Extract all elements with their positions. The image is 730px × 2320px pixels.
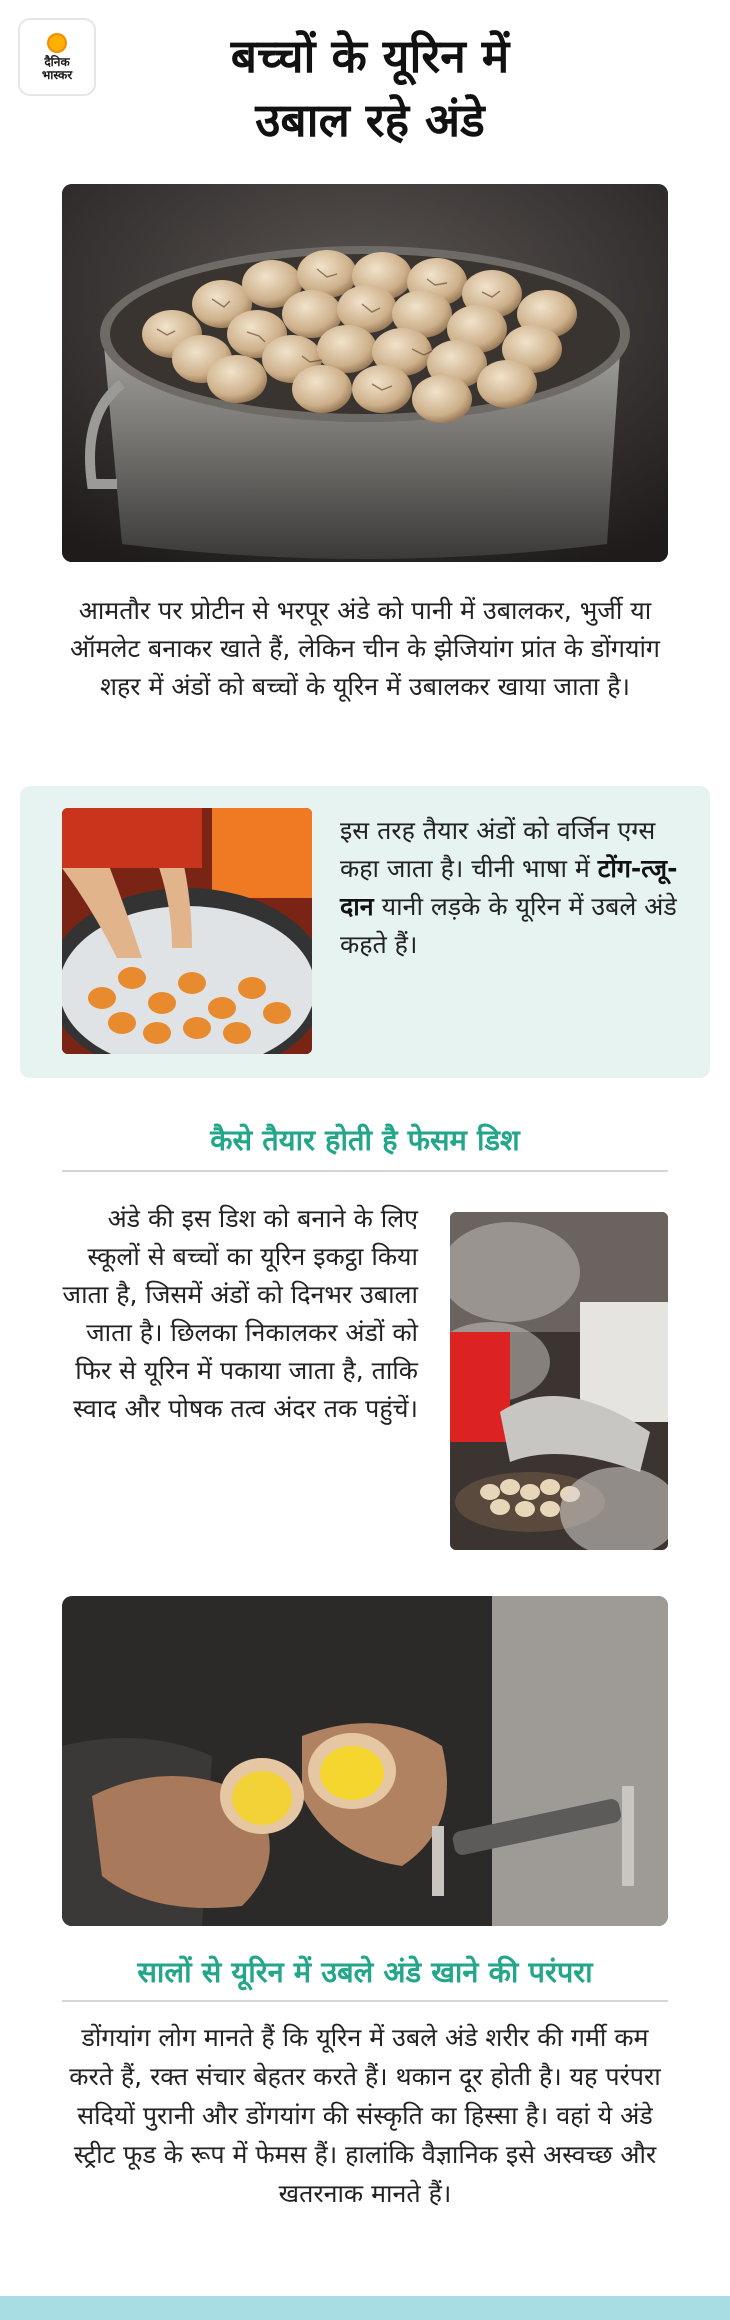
section1-divider: [62, 1170, 668, 1172]
footer-bar: [0, 2296, 730, 2320]
callout-text-start: इस तरह तैयार अंडों को वर्जिन एग्स कहा जाता है। चीनी भाषा में: [340, 816, 656, 883]
hands-egg-illustration: [62, 1596, 668, 1926]
eggs-bowl-illustration: [62, 808, 312, 1054]
steaming-pot-photo: [450, 1212, 668, 1550]
callout-text: [340, 812, 685, 964]
section1-heading: कैसे तैयार होती है फेसम डिश: [210, 1123, 520, 1157]
section2-divider: [62, 2000, 668, 2002]
page-title: बच्चों के यूरिन में उबाल रहे अंडे: [230, 29, 510, 147]
logo-text: दैनिक भास्कर: [41, 54, 73, 82]
eggs-pot-illustration: [62, 184, 668, 562]
eggs-bowl-photo: [62, 808, 312, 1054]
steaming-pot-illustration: [450, 1212, 668, 1550]
callout-term-bold: टोंग-त्जू-दान: [340, 854, 678, 921]
section1-paragraph: अंडे की इस डिश को बनाने के लिए स्कूलों से बच्चों का यूरिन इकट्ठा किया जाता है, जिसमें अंडों को दिनभर उबाला जाता है। छिलका निकालकर अंडों को फिर से यूरिन में पकाया जाता है, ताकि स्वाद और पोषक तत्व अंदर तक पहुंचें।: [62, 1204, 418, 1423]
sun-icon: [47, 33, 67, 53]
intro-paragraph: आमतौर पर प्रोटीन से भरपूर अंडे को पानी में उबालकर, भुर्जी या ऑमलेट बनाकर खाते हैं, लेकिन चीन के झेजियांग प्रांत के डोंगयांग शहर में अंडों को बच्चों के यूरिन में उबालकर खाया जाता है।: [69, 596, 661, 701]
eggs-pot-photo: [62, 184, 668, 562]
callout-text-end: यानी लड़के के यूरिन में उबले अंडे कहते हैं।: [340, 892, 677, 959]
section2-heading: सालों से यूरिन में उबले अंडे खाने की परंपरा: [137, 1955, 593, 1989]
hands-egg-photo: [62, 1596, 668, 1926]
brand-logo: [18, 18, 96, 96]
section2-paragraph: डोंगयांग लोग मानते हैं कि यूरिन में उबले अंडे शरीर की गर्मी कम करते हैं, रक्त संचार बेहतर करते हैं। थकान दूर होती है। यह परंपरा सदियों पुरानी और डोंगयांग की संस्कृति का हिस्सा है। वहां ये अंडे स्ट्रीट फूड के रूप में फेमस हैं। हालांकि वैज्ञानिक इसे अस्वच्छ और खतरनाक मानते हैं।: [69, 2023, 661, 2208]
